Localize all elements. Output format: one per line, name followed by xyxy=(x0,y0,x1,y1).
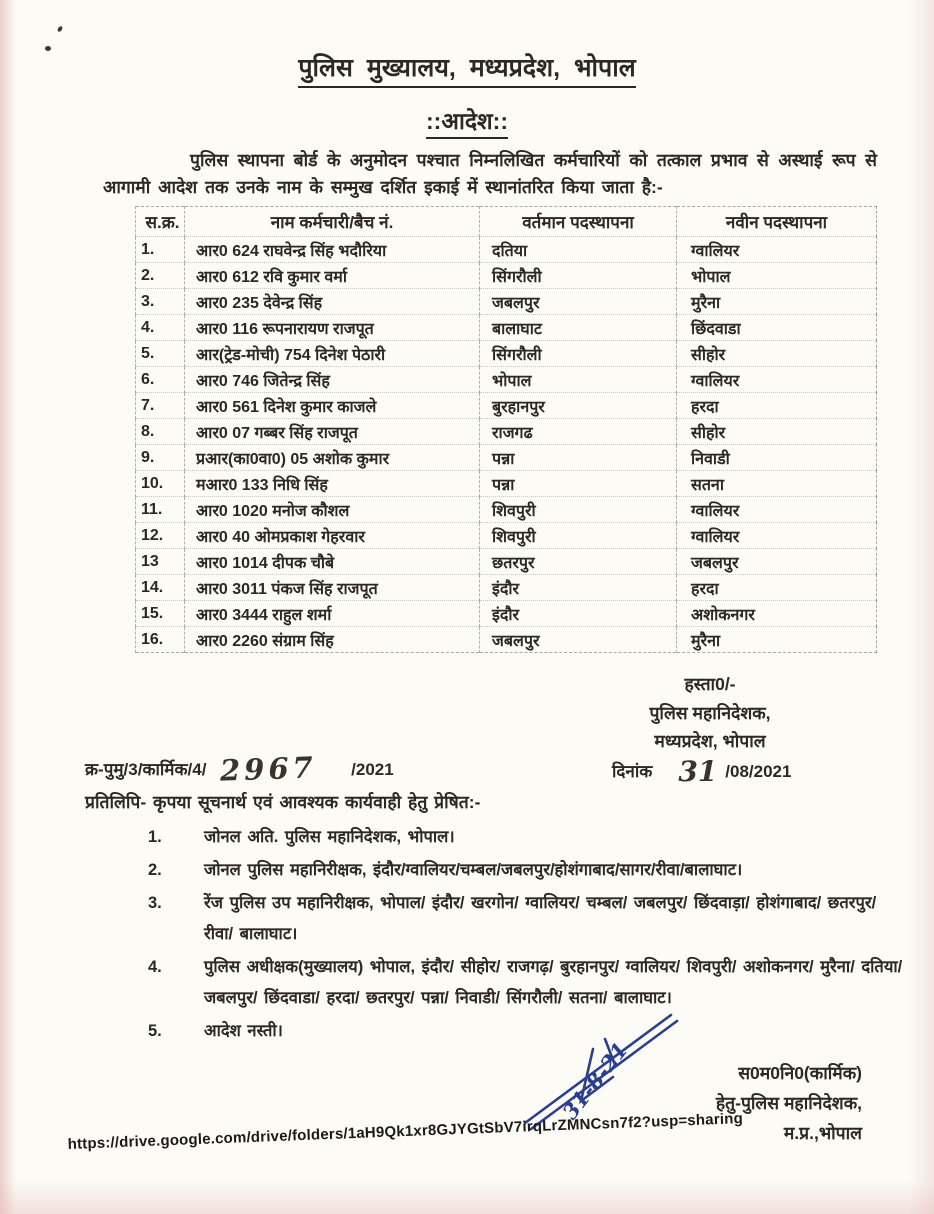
reference-prefix: क्र-पुमु/3/कार्मिक/4/ xyxy=(85,760,207,779)
copy-item-text: रेंज पुलिस उप महानिरीक्षक, भोपाल/ इंदौर/ खरगोन/ ग्वालियर/ चम्बल/ जबलपुर/ छिंदवाड़ा/ होशंगाबाद/ छतरपुर/ रीवा/ बालाघाट। xyxy=(204,894,877,943)
copy-section-heading: प्रतिलिपि- कृपया सूचनार्थ एवं आवश्यक कार्यवाही हेतु प्रेषित:- xyxy=(85,792,481,812)
date-label: दिनांक xyxy=(612,762,653,781)
reference-number-line xyxy=(85,752,585,786)
employee-name: आर0 235 देवेन्द्र सिंह xyxy=(185,289,480,315)
employee-name: आर0 1020 मनोज कौशल xyxy=(185,497,480,523)
row-number: 15. xyxy=(136,601,185,627)
current-posting: शिवपुरी xyxy=(480,523,677,549)
signature-date-handwritten: 31-8-21 xyxy=(557,1037,633,1125)
row-number: 10. xyxy=(136,471,185,497)
current-posting: दतिया xyxy=(480,237,677,263)
scan-edge-right xyxy=(908,0,934,1214)
scan-edge-left xyxy=(0,0,16,1214)
row-number: 3. xyxy=(136,289,185,315)
current-posting: जबलपुर xyxy=(480,627,677,653)
current-posting: इंदौर xyxy=(480,575,677,601)
issuer-office: स0म0नि0(कार्मिक) xyxy=(738,1063,862,1083)
new-posting: ग्वालियर xyxy=(677,497,877,523)
table-head xyxy=(136,207,877,237)
table-row xyxy=(136,575,877,601)
new-posting: हरदा xyxy=(677,575,877,601)
transfer-table xyxy=(135,206,877,653)
row-number: 16. xyxy=(136,627,185,653)
new-posting: भोपाल xyxy=(677,263,877,289)
table-row xyxy=(136,341,877,367)
reference-number-handwritten: 2967 xyxy=(219,750,318,788)
row-number: 1. xyxy=(136,237,185,263)
current-posting: बुरहानपुर xyxy=(480,393,677,419)
row-number: 11. xyxy=(136,497,185,523)
row-number: 13 xyxy=(136,549,185,575)
table-row xyxy=(136,237,877,263)
approver-signature-block xyxy=(570,670,850,756)
table-row xyxy=(136,627,877,653)
row-number: 12. xyxy=(136,523,185,549)
new-posting: ग्वालियर xyxy=(677,523,877,549)
employee-name: आर0 3011 पंकज सिंह राजपूत xyxy=(185,575,480,601)
employee-name: आर0 116 रूपनारायण राजपूत xyxy=(185,315,480,341)
employee-name: आर0 1014 दीपक चौबे xyxy=(185,549,480,575)
date-day-handwritten: 31 xyxy=(678,755,718,788)
signed-abbrev: हस्ता0/- xyxy=(684,674,736,694)
date-month-year: /08/2021 xyxy=(725,762,792,781)
employee-name: आर0 612 रवि कुमार वर्मा xyxy=(185,263,480,289)
current-posting: राजगढ xyxy=(480,419,677,445)
new-posting: सीहोर xyxy=(677,341,877,367)
table-row xyxy=(136,289,877,315)
scan-edge-bottom xyxy=(0,1180,934,1214)
current-posting: इंदौर xyxy=(480,601,677,627)
document-title-text: पुलिस मुख्यालय, मध्यप्रदेश, भोपाल xyxy=(298,54,635,88)
copy-item-text: आदेश नस्ती। xyxy=(204,1022,283,1040)
current-posting: भोपाल xyxy=(480,367,677,393)
new-posting: मुरैना xyxy=(677,289,877,315)
employee-name: प्रआर(का0वा0) 05 अशोक कुमार xyxy=(185,445,480,471)
date-line xyxy=(612,755,791,788)
column-header: स.क्र. xyxy=(136,207,185,237)
copy-item-number: 2. xyxy=(148,861,162,879)
employee-name: आर(ट्रेड-मोची) 754 दिनेश पेठारी xyxy=(185,341,480,367)
new-posting: ग्वालियर xyxy=(677,237,877,263)
row-number: 7. xyxy=(136,393,185,419)
row-number: 5. xyxy=(136,341,185,367)
drive-share-url: https://drive.google.com/drive/folders/1aH9Qk1xr8GJYGtSbV7irqLrZMNCsn7f2?usp=sharing xyxy=(67,1110,744,1153)
copy-list-item xyxy=(148,822,906,853)
table-row xyxy=(136,445,877,471)
table-row xyxy=(136,419,877,445)
issuer-signature-block xyxy=(602,1058,862,1148)
document-subtitle xyxy=(0,104,934,136)
table-row xyxy=(136,471,877,497)
current-posting: बालाघाट xyxy=(480,315,677,341)
issuer-location: म.प्र.,भोपाल xyxy=(783,1123,862,1143)
copy-list-item xyxy=(148,888,906,950)
current-posting: जबलपुर xyxy=(480,289,677,315)
current-posting: सिंगरौली xyxy=(480,341,677,367)
row-number: 4. xyxy=(136,315,185,341)
copy-item-number: 5. xyxy=(148,1022,162,1040)
copy-item-text: पुलिस अधीक्षक(मुख्यालय) भोपाल, इंदौर/ सीहोर/ राजगढ़/ बुरहानपुर/ ग्वालियर/ शिवपुरी/ अशोकनगर/ मुरैना/ दतिया/ जबलपुर/ छिंदवाडा/ हरदा/ छतरपुर/ पन्ना/ निवाडी/ सिंगरौली/ सतना/ बालाघाट। xyxy=(204,958,903,1007)
row-number: 2. xyxy=(136,263,185,289)
current-posting: सिंगरौली xyxy=(480,263,677,289)
employee-name: आर0 2260 संग्राम सिंह xyxy=(185,627,480,653)
employee-name: आर0 07 गब्बर सिंह राजपूत xyxy=(185,419,480,445)
table-row xyxy=(136,263,877,289)
row-number: 9. xyxy=(136,445,185,471)
employee-name: आर0 3444 राहुल शर्मा xyxy=(185,601,480,627)
new-posting: मुरैना xyxy=(677,627,877,653)
table-row xyxy=(136,367,877,393)
employee-name: आर0 40 ओमप्रकाश गेहरवार xyxy=(185,523,480,549)
employee-name: आर0 561 दिनेश कुमार काजले xyxy=(185,393,480,419)
table-row xyxy=(136,497,877,523)
row-number: 6. xyxy=(136,367,185,393)
row-number: 8. xyxy=(136,419,185,445)
row-number: 14. xyxy=(136,575,185,601)
employee-name: आर0 624 राघवेन्द्र सिंह भदौरिया xyxy=(185,237,480,263)
table-row xyxy=(136,315,877,341)
approver-location: मध्यप्रदेश, भोपाल xyxy=(654,731,766,751)
document-title xyxy=(0,50,934,84)
copy-item-number: 4. xyxy=(148,958,162,976)
new-posting: सतना xyxy=(677,471,877,497)
copy-item-number: 3. xyxy=(148,894,162,912)
copy-item-number: 1. xyxy=(148,828,162,846)
new-posting: हरदा xyxy=(677,393,877,419)
employee-name: मआर0 133 निधि सिंह xyxy=(185,471,480,497)
document-subtitle-text: ::आदेश:: xyxy=(426,108,508,139)
current-posting: छतरपुर xyxy=(480,549,677,575)
ink-speck xyxy=(57,25,64,32)
current-posting: पन्ना xyxy=(480,445,677,471)
new-posting: अशोकनगर xyxy=(677,601,877,627)
issuer-for-designation: हेतु-पुलिस महानिदेशक, xyxy=(715,1093,862,1113)
current-posting: शिवपुरी xyxy=(480,497,677,523)
copy-list-item xyxy=(148,855,906,886)
column-header: वर्तमान पदस्थापना xyxy=(480,207,677,237)
new-posting: जबलपुर xyxy=(677,549,877,575)
copy-item-text: जोनल पुलिस महानिरीक्षक, इंदौर/ग्वालियर/चम्बल/जबलपुर/होशंगाबाद/सागर/रीवा/बालाघाट। xyxy=(204,861,743,879)
copy-item-text: जोनल अति. पुलिस महानिदेशक, भोपाल। xyxy=(204,828,455,846)
column-header: नाम कर्मचारी/बैच नं. xyxy=(185,207,480,237)
new-posting: सीहोर xyxy=(677,419,877,445)
table-row xyxy=(136,601,877,627)
table-row xyxy=(136,549,877,575)
employee-name: आर0 746 जितेन्द्र सिंह xyxy=(185,367,480,393)
intro-paragraph: पुलिस स्थापना बोर्ड के अनुमोदन पश्चात निम्नलिखित कर्मचारियों को तत्काल प्रभाव से अस्थाई रूप से आगामी आदेश तक उनके नाम के सम्मुख दर्शित इकाई में स्थानांतरित किया जाता है:- xyxy=(103,150,877,197)
new-posting: छिंदवाडा xyxy=(677,315,877,341)
table-header-row xyxy=(136,207,877,237)
table-row xyxy=(136,523,877,549)
new-posting: निवाडी xyxy=(677,445,877,471)
reference-year: /2021 xyxy=(351,760,394,779)
current-posting: पन्ना xyxy=(480,471,677,497)
column-header: नवीन पदस्थापना xyxy=(677,207,877,237)
new-posting: ग्वालियर xyxy=(677,367,877,393)
table-body xyxy=(136,237,877,653)
approver-designation: पुलिस महानिदेशक, xyxy=(649,702,771,723)
table-row xyxy=(136,393,877,419)
